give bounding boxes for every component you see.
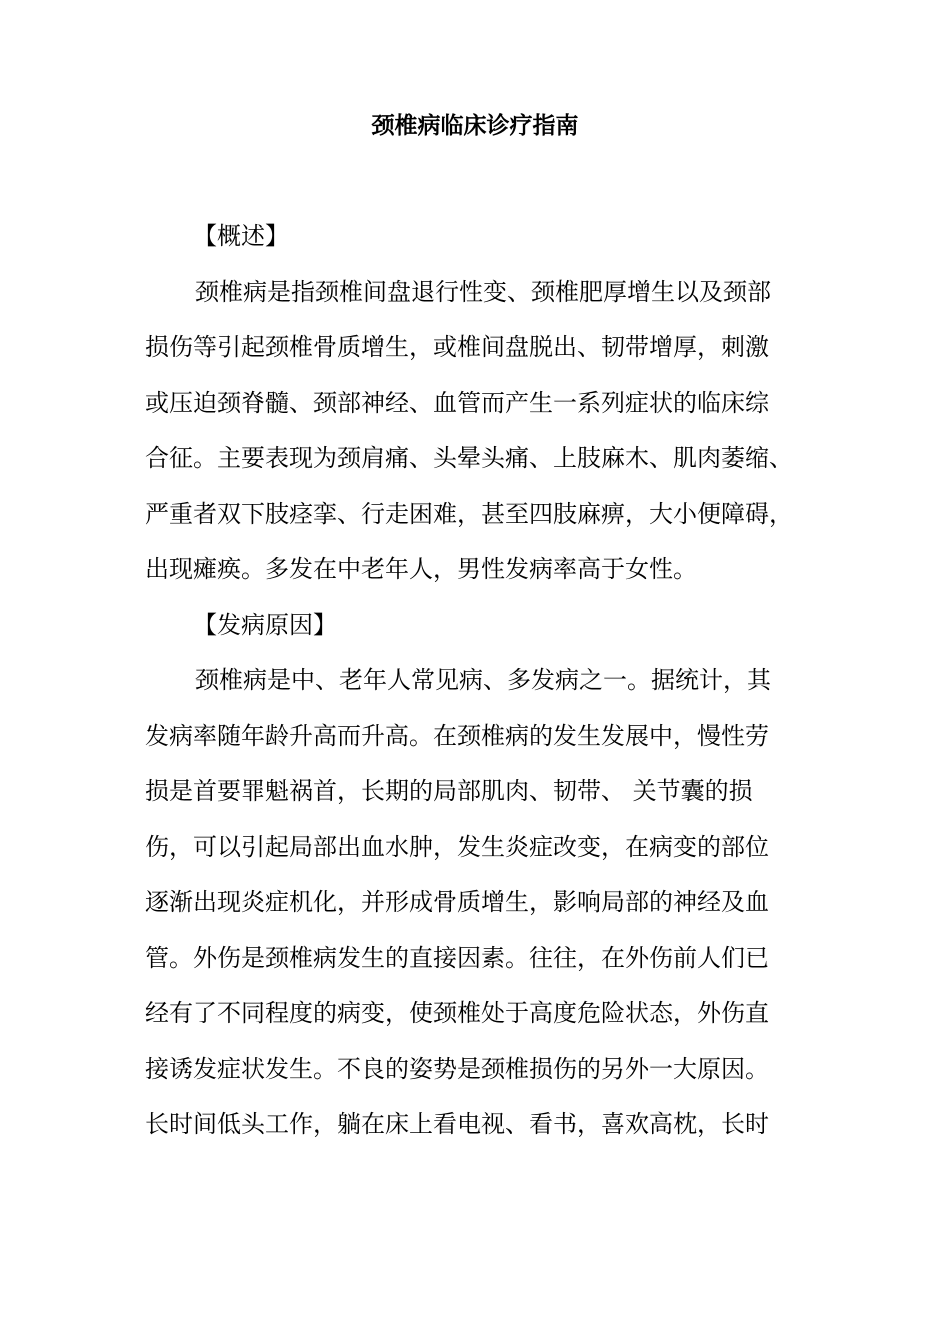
paragraph-line: 或压迫颈脊髓、颈部神经、血管而产生一系列症状的临床综 [145,388,769,417]
document-body [145,209,825,1153]
paragraph-line: 接诱发症状发生。不良的姿势是颈椎损伤的另外一大原因。 [145,1054,769,1083]
paragraph-line: 损是首要罪魁祸首，长期的局部肌肉、韧带、 关节囊的损 [145,777,753,805]
paragraph-line: 逐渐出现炎症机化，并形成骨质增生，影响局部的神经及血 [145,888,769,916]
paragraph-line: 经有了不同程度的病变，使颈椎处于高度危险状态，外伤直 [145,999,769,1027]
document-title: 颈椎病临床诊疗指南 [371,113,579,139]
paragraph-line: 严重者双下肢痉挛、行走困难，甚至四肢麻痹，大小便障碍， [145,499,793,528]
section-heading-causes: 【发病原因】 [193,610,337,639]
paragraph-line: 损伤等引起颈椎骨质增生，或椎间盘脱出、韧带增厚，刺激 [145,333,769,361]
paragraph-line: 颈椎病是指颈椎间盘退行性变、颈椎肥厚增生以及颈部 [195,277,771,306]
paragraph-line: 长时间低头工作，躺在床上看电视、看书，喜欢高枕，长时 [145,1110,769,1138]
paragraph-line: 发病率随年龄升高而升高。在颈椎病的发生发展中，慢性劳 [145,721,769,750]
paragraph-line: 伤，可以引起局部出血水肿，发生炎症改变，在病变的部位 [145,832,769,861]
paragraph-line: 合征。主要表现为颈肩痛、头晕头痛、上肢麻木、肌肉萎缩、 [145,444,793,472]
paragraph-line: 出现瘫痪。多发在中老年人，男性发病率高于女性。 [145,555,697,583]
paragraph-line: 管。外伤是颈椎病发生的直接因素。往往，在外伤前人们已 [145,943,769,972]
section-heading-overview: 【概述】 [193,222,289,250]
paragraph-line: 颈椎病是中、老年人常见病、多发病之一。据统计，其 [195,666,771,694]
